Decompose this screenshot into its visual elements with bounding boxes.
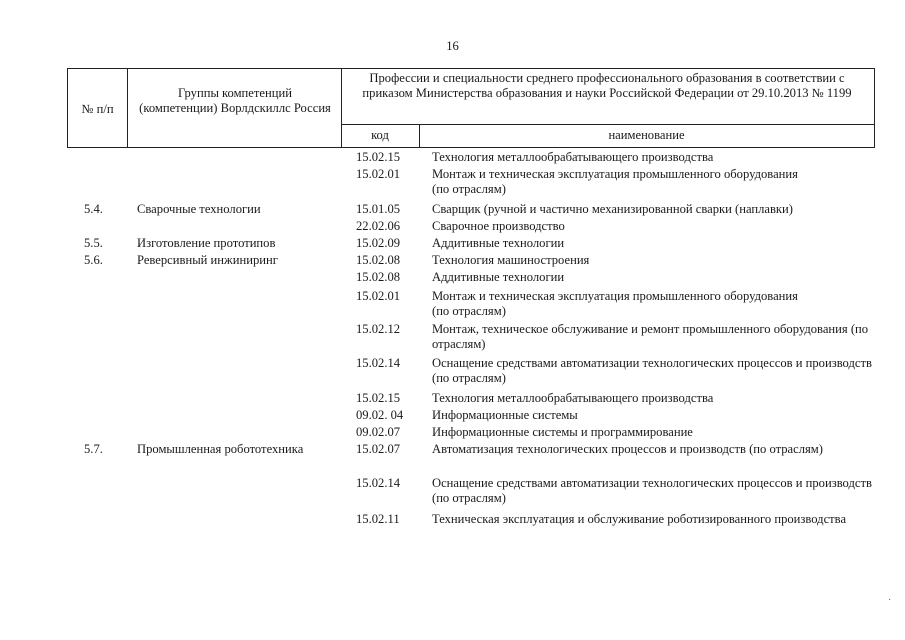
row-name: Монтаж, техническое обслуживание и ремонт промышленного оборудования (по отраслям) — [432, 322, 869, 351]
row-code: 15.02.01 — [356, 289, 401, 303]
row-number: 5.4. — [84, 202, 103, 216]
row-number: 5.7. — [84, 442, 103, 456]
row-name: Техническая эксплуатация и обслуживание роботизированного производства — [432, 512, 847, 526]
row-code: 15.02.11 — [356, 512, 400, 526]
row-name: Автоматизация технологических процессов и производств (по отраслям) — [432, 442, 823, 456]
row-name: Аддитивные технологии — [432, 236, 565, 250]
row-name: Информационные системы — [432, 408, 578, 422]
row-code: 09.02.07 — [356, 425, 401, 439]
row-name: Аддитивные технологии — [432, 270, 565, 284]
row-code: 15.02.01 — [356, 167, 401, 181]
scan-mark: · — [888, 594, 892, 605]
row-code: 15.02.08 — [356, 270, 401, 284]
row-name: Сварщик (ручной и частично механизированной сварки (наплавки) — [432, 202, 793, 216]
header-col-group: Группы компетенций (компетенции) Ворлдскиллс Россия — [139, 86, 331, 115]
row-group: Изготовление прототипов — [137, 236, 276, 250]
header-col-professions: Профессии и специальности среднего профессионального образования в соответствии с приказом Министерства образования и науки Российской Федерации от 29.10.2013 № 1199 — [362, 71, 852, 100]
row-code: 15.02.14 — [356, 356, 401, 370]
row-name: Информационные системы и программирование — [432, 425, 693, 439]
header-col-no: № п/п — [81, 102, 114, 116]
row-code: 15.02.09 — [356, 236, 401, 250]
table-header — [67, 68, 875, 148]
row-name: Монтаж и техническая эксплуатация промышленного оборудования (по отраслям) — [432, 289, 798, 318]
row-group: Сварочные технологии — [137, 202, 261, 216]
row-name: Технология машиностроения — [432, 253, 590, 267]
header-divider-1 — [127, 69, 128, 147]
header-sub-name: наименование — [608, 128, 685, 142]
row-code: 22.02.06 — [356, 219, 401, 233]
row-name: Технология металлообрабатывающего производства — [432, 150, 714, 164]
header-sub-code: код — [371, 128, 389, 142]
row-name: Монтаж и техническая эксплуатация промышленного оборудования (по отраслям) — [432, 167, 798, 196]
row-code: 09.02. 04 — [356, 408, 404, 422]
row-code: 15.02.15 — [356, 150, 401, 164]
row-code: 15.02.14 — [356, 476, 401, 490]
row-name: Оснащение средствами автоматизации технологических процессов и производств (по отраслям) — [432, 476, 872, 505]
page-number: 16 — [446, 39, 459, 53]
row-code: 15.02.12 — [356, 322, 401, 336]
row-group: Промышленная робототехника — [137, 442, 304, 456]
row-number: 5.5. — [84, 236, 103, 250]
row-name: Оснащение средствами автоматизации технологических процессов и производств (по отраслям) — [432, 356, 872, 385]
row-code: 15.01.05 — [356, 202, 401, 216]
row-number: 5.6. — [84, 253, 103, 267]
row-code: 15.02.07 — [356, 442, 401, 456]
header-subdivider — [341, 124, 874, 125]
row-code: 15.02.08 — [356, 253, 401, 267]
row-name: Технология металлообрабатывающего производства — [432, 391, 714, 405]
row-code: 15.02.15 — [356, 391, 401, 405]
row-group: Реверсивный инжиниринг — [137, 253, 278, 267]
row-name: Сварочное производство — [432, 219, 565, 233]
